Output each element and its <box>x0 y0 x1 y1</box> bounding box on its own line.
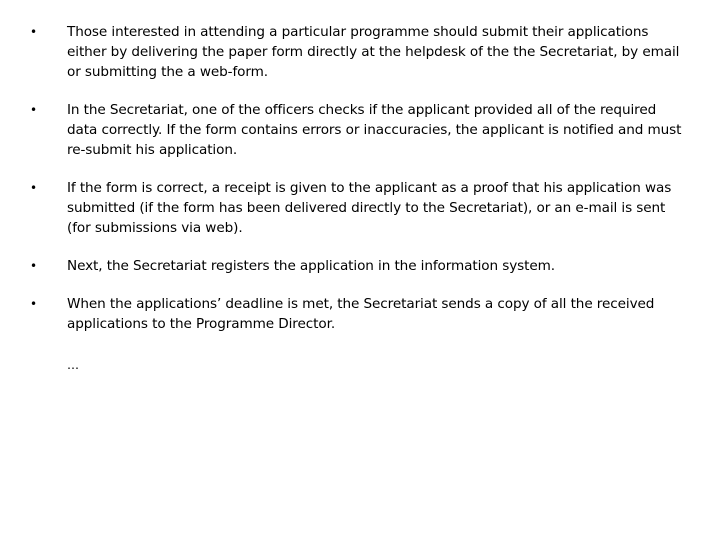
bullet-item-2 <box>30 100 690 160</box>
bullet-text-4: Next, the Secretariat registers the application in the information system. <box>67 258 556 274</box>
bullet-item-3 <box>30 178 690 238</box>
bullet-dot: • <box>30 103 37 117</box>
bullet-item-1 <box>30 22 690 82</box>
bullet-dot: • <box>30 181 37 195</box>
continuation-ellipsis: … <box>67 358 79 372</box>
bullet-text-3: If the form is correct, a receipt is given to the applicant as a proof that his application was submitted (if the form has been delivered directly to the Secretariat), or an e-mail is sent (for submissions via web). <box>67 180 672 236</box>
bullet-text-2: In the Secretariat, one of the officers checks if the applicant provided all of the required data correctly. If the form contains errors or inaccuracies, the applicant is notified and must re-submit his application. <box>67 102 682 158</box>
bullet-text-5: When the applications’ deadline is met, the Secretariat sends a copy of all the received applications to the Programme Director. <box>67 296 655 332</box>
bullet-dot: • <box>30 297 37 311</box>
bullet-item-4 <box>30 256 690 276</box>
bullet-list <box>30 22 690 352</box>
bullet-dot: • <box>30 259 37 273</box>
bullet-text-1: Those interested in attending a particular programme should submit their applications either by delivering the paper form directly at the helpdesk of the the Secretariat, by email or submitting the a web-form. <box>67 24 680 80</box>
bullet-dot: • <box>30 25 37 39</box>
bullet-item-5 <box>30 294 690 334</box>
